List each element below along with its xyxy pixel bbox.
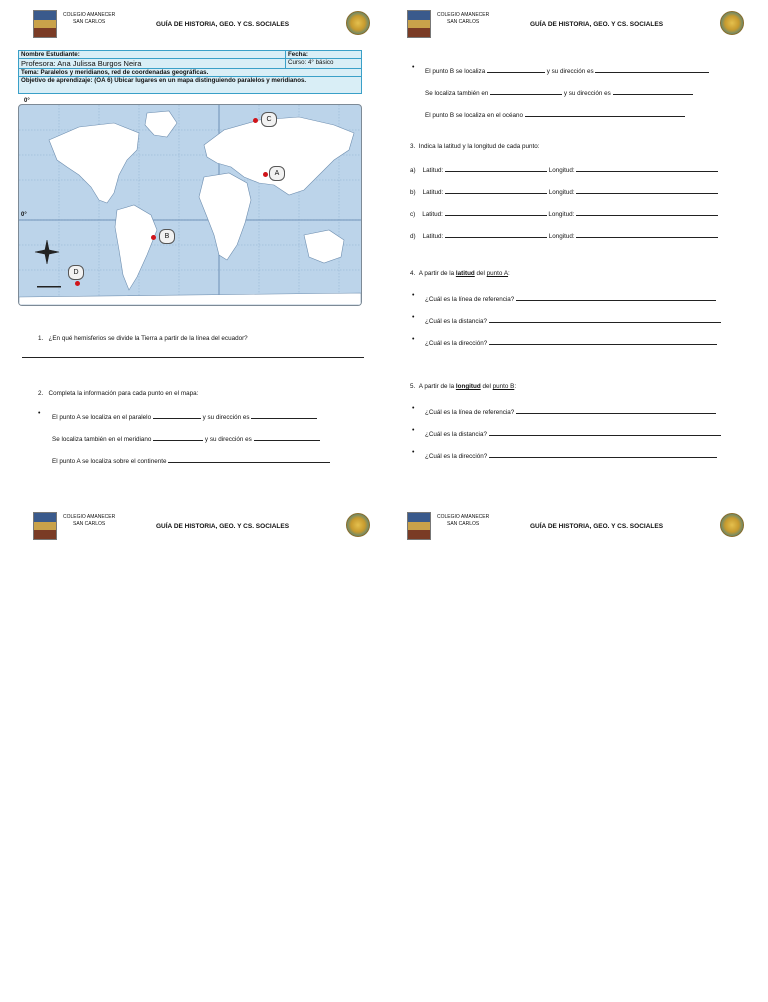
point-c-label: C [261, 112, 277, 127]
q3-item-d: d) Latitud: Longitud: [410, 231, 718, 241]
question-4: 4. A partir de la latitud del punto A: [410, 270, 510, 277]
point-a-label: A [269, 166, 285, 181]
q3-item-c: c) Latitud: Longitud: [410, 209, 718, 219]
answer-blank[interactable] [516, 407, 716, 414]
bullet-icon: • [412, 292, 415, 299]
school-seal-icon [720, 513, 744, 537]
answer-blank[interactable] [489, 451, 717, 458]
guide-title: GUÍA DE HISTORIA, GEO. Y CS. SOCIALES [530, 523, 664, 530]
question-3: 3. Indica la latitud y la longitud de cada punto: [410, 143, 540, 150]
q2-b2: Se localiza también en y su dirección es [425, 88, 693, 98]
school-seal-icon [346, 11, 370, 35]
student-info-table [18, 50, 362, 94]
latitude-blank[interactable] [445, 209, 547, 216]
school-name: COLEGIO AMANECER SAN CARLOS [437, 12, 490, 25]
q4-item-1: ¿Cuál es la línea de referencia? [425, 294, 716, 304]
guide-title: GUÍA DE HISTORIA, GEO. Y CS. SOCIALES [530, 21, 664, 28]
longitude-blank[interactable] [576, 231, 718, 238]
answer-blank[interactable] [490, 88, 562, 95]
guide-title: GUÍA DE HISTORIA, GEO. Y CS. SOCIALES [156, 21, 290, 28]
compass-rose-icon [35, 240, 59, 264]
point-a-marker [263, 172, 268, 177]
q2-a2: Se localiza también en el meridiano y su dirección es [52, 434, 320, 444]
latitude-blank[interactable] [445, 231, 547, 238]
question-1: 1. ¿En qué hemisferios se divide la Tierra a partir de la línea del ecuador? [38, 335, 248, 342]
header-bottom-left [33, 512, 387, 542]
q2-a1: El punto A se localiza en el paralelo y su dirección es [52, 412, 317, 422]
q4-item-2: ¿Cuál es la distancia? [425, 316, 721, 326]
school-name: COLEGIO AMANECER SAN CARLOS [437, 514, 490, 527]
header-top-left [33, 10, 387, 40]
point-d-label: D [68, 265, 84, 280]
longitude-blank[interactable] [576, 209, 718, 216]
bullet-icon: • [412, 64, 415, 71]
header-top-right [407, 10, 761, 40]
point-c-marker [253, 118, 258, 123]
guide-title: GUÍA DE HISTORIA, GEO. Y CS. SOCIALES [156, 523, 290, 530]
q3-item-b: b) Latitud: Longitud: [410, 187, 718, 197]
point-b-label: B [159, 229, 175, 244]
point-b-marker [151, 235, 156, 240]
answer-blank[interactable] [251, 412, 317, 419]
school-logo [407, 512, 431, 540]
latitude-blank[interactable] [445, 165, 547, 172]
school-name: COLEGIO AMANECER SAN CARLOS [63, 12, 116, 25]
answer-blank[interactable] [153, 412, 201, 419]
q2-b1: El punto B se localiza y su dirección es [425, 66, 709, 76]
topic-text: Tema: Paralelos y meridianos, red de coordenadas geográficas. [19, 69, 362, 77]
answer-blank[interactable] [613, 88, 693, 95]
school-logo [407, 10, 431, 38]
teacher-name: Profesora: Ana Julissa Burgos Neira [19, 59, 286, 69]
bullet-icon: • [412, 405, 415, 412]
bullet-icon: • [38, 410, 41, 417]
bullet-icon: • [412, 314, 415, 321]
answer-blank[interactable] [153, 434, 203, 441]
date-field[interactable]: Fecha: [286, 51, 362, 59]
student-name-field[interactable]: Nombre Estudiante: [19, 51, 286, 59]
school-seal-icon [720, 11, 744, 35]
answer-blank[interactable] [487, 66, 545, 73]
q5-item-3: ¿Cuál es la dirección? [425, 451, 717, 461]
course-label: Curso: 4° básico [286, 59, 362, 69]
bullet-icon: • [412, 449, 415, 456]
answer-blank[interactable] [489, 338, 717, 345]
school-seal-icon [346, 513, 370, 537]
latitude-blank[interactable] [445, 187, 547, 194]
world-map [18, 104, 362, 306]
question-2: 2. Completa la información para cada punto en el mapa: [38, 390, 199, 397]
answer-blank[interactable] [489, 429, 721, 436]
q5-item-2: ¿Cuál es la distancia? [425, 429, 721, 439]
longitude-blank[interactable] [576, 187, 718, 194]
q4-item-3: ¿Cuál es la dirección? [425, 338, 717, 348]
answer-blank[interactable] [525, 110, 685, 117]
school-logo [33, 10, 57, 38]
q2-a3: El punto A se localiza sobre el continente [52, 456, 330, 466]
answer-blank[interactable] [516, 294, 716, 301]
answer-blank[interactable] [489, 316, 721, 323]
school-name: COLEGIO AMANECER SAN CARLOS [63, 514, 116, 527]
longitude-blank[interactable] [576, 165, 718, 172]
objective-text: Objetivo de aprendizaje: (OA 6) Ubicar lugares en un mapa distinguiendo paralelos y meridianos. [19, 77, 362, 94]
equator-zero-label: 0° [21, 212, 27, 218]
bullet-icon: • [412, 336, 415, 343]
header-bottom-right [407, 512, 761, 542]
bullet-icon: • [412, 427, 415, 434]
question-5: 5. A partir de la longitud del punto B: [410, 383, 517, 390]
school-logo [33, 512, 57, 540]
answer-blank[interactable] [595, 66, 709, 73]
answer-blank[interactable] [168, 456, 330, 463]
answer-blank[interactable] [254, 434, 320, 441]
q2-b3: El punto B se localiza en el océano [425, 110, 685, 120]
point-d-marker [75, 281, 80, 286]
q5-item-1: ¿Cuál es la línea de referencia? [425, 407, 716, 417]
answer-line-q1[interactable] [22, 357, 364, 358]
q3-item-a: a) Latitud: Longitud: [410, 165, 718, 175]
meridian-zero-label: 0° [24, 98, 30, 104]
